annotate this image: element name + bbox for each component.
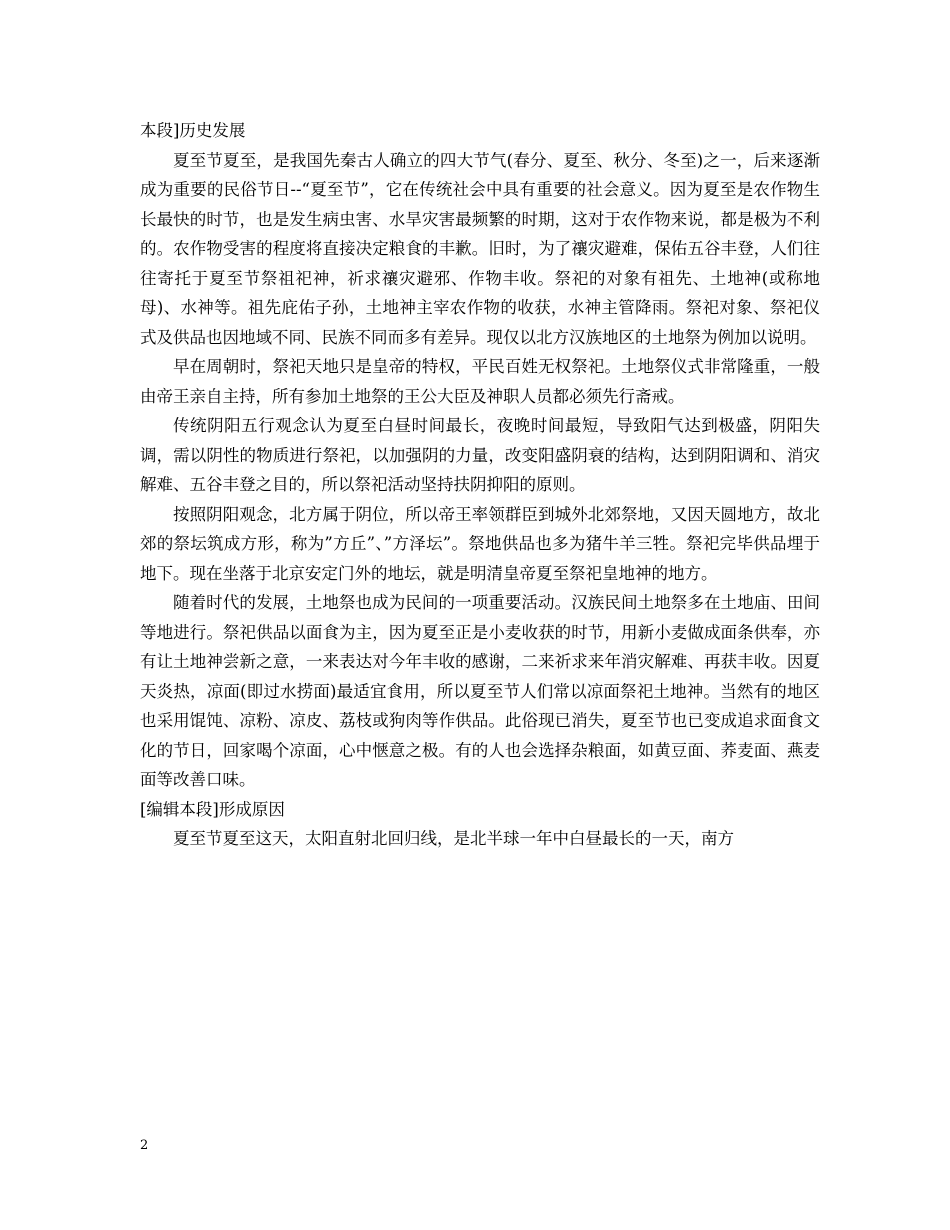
page-number: 2 <box>140 1138 149 1153</box>
document-body <box>140 116 820 854</box>
paragraph: 按照阴阳观念，北方属于阴位，所以帝王率领群臣到城外北郊祭地，又因天圆地方，故北郊的祭坛筑成方形，称为”方丘”、”方泽坛”。祭地供品也多为猪牛羊三牲。祭祀完毕供品埋于地下。现在坐落于北京安定门外的地坛，就是明清皇帝夏至祭祀皇地神的地方。 <box>140 504 820 583</box>
paragraph: 早在周朝时，祭祀天地只是皇帝的特权，平民百姓无权祭祀。土地祭仪式非常隆重，一般由帝王亲自主持，所有参加土地祭的王公大臣及神职人员都必须先行斋戒。 <box>140 357 820 406</box>
paragraph: 夏至节夏至这天，太阳直射北回归线，是北半球一年中白昼最长的一天，南方 <box>173 829 734 848</box>
section-heading-history: 本段]历史发展 <box>140 121 246 140</box>
paragraph: 传统阴阳五行观念认为夏至白昼时间最长，夜晚时间最短，导致阳气达到极盛，阴阳失调，需以阴性的物质进行祭祀，以加强阴的力量，改变阳盛阴衰的结构，达到阴阳调和、消灾解难、五谷丰登之目的，所以祭祀活动坚持扶阴抑阳的原则。 <box>140 416 820 494</box>
paragraph: 夏至节夏至，是我国先秦古人确立的四大节气(春分、夏至、秋分、冬至)之一，后来逐渐成为重要的民俗节日--“夏至节”，它在传统社会中具有重要的社会意义。因为夏至是农作物生长最快的时节，也是发生病虫害、水旱灾害最频繁的时期，这对于农作物来说，都是极为不利的。农作物受害的程度将直接决定粮食的丰歉。旧时，为了禳灾避难，保佑五谷丰登，人们往往寄托于夏至节祭祖祀神，祈求禳灾避邪、作物丰收。祭祀的对象有祖先、土地神(或称地母)、水神等。祖先庇佑子孙，土地神主宰农作物的收获，水神主管降雨。祭祀对象、祭祀仪式及供品也因地域不同、民族不同而多有差异。现仅以北方汉族地区的土地祭为例加以说明。 <box>140 150 820 347</box>
section-heading-causes: [编辑本段]形成原因 <box>140 799 285 819</box>
paragraph: 随着时代的发展，土地祭也成为民间的一项重要活动。汉族民间土地祭多在土地庙、田间等地进行。祭祀供品以面食为主，因为夏至正是小麦收获的时节，用新小麦做成面条供奉，亦有让土地神尝新之意，一来表达对今年丰收的感谢，二来祈求来年消灾解难、再获丰收。因夏天炎热，凉面(即过水捞面)最适宜食用，所以夏至节人们常以凉面祭祀土地神。当然有的地区也采用馄饨、凉粉、凉皮、荔枝或狗肉等作供品。此俗现已消失，夏至节也已变成追求面食文化的节日，回家喝个凉面，心中惬意之极。有的人也会选择杂粮面，如黄豆面、荞麦面、燕麦面等改善口味。 <box>140 593 820 789</box>
